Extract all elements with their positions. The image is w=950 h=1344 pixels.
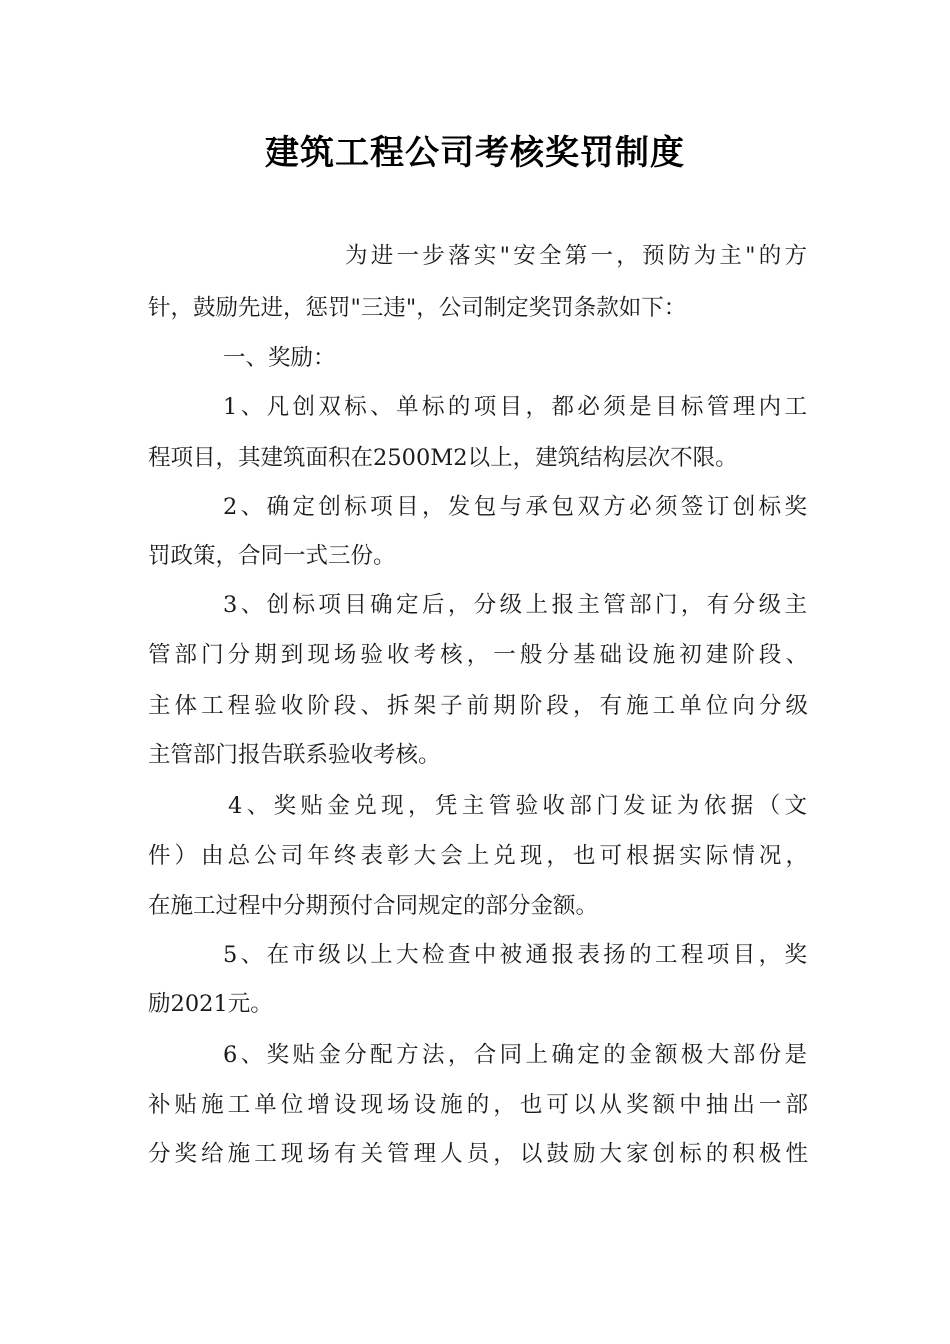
- paragraph-line: 1、凡创双标、单标的项目，都必须是目标管理内工: [223, 394, 807, 420]
- paragraph-line: 在施工过程中分期预付合同规定的部分金额。: [148, 893, 599, 919]
- paragraph-line: 2、确定创标项目，发包与承包双方必须签订创标奖: [223, 494, 807, 520]
- paragraph-line: 罚政策，合同一式三份。: [148, 543, 396, 569]
- paragraph-line: 针，鼓励先进，惩罚"三违"，公司制定奖罚条款如下：: [148, 295, 687, 321]
- paragraph-line: 3、创标项目确定后，分级上报主管部门，有分级主: [223, 592, 807, 618]
- paragraph-line: 补贴施工单位增设现场设施的，也可以从奖额中抽出一部: [148, 1092, 808, 1118]
- paragraph-line: 件）由总公司年终表彰大会上兑现，也可根据实际情况，: [148, 843, 808, 869]
- document-title: 建筑工程公司考核奖罚制度: [265, 133, 685, 173]
- paragraph-line: 为进一步落实"安全第一，预防为主"的方: [345, 243, 807, 269]
- paragraph-line: 管部门分期到现场验收考核，一般分基础设施初建阶段、: [148, 642, 808, 668]
- paragraph-line: 分奖给施工现场有关管理人员，以鼓励大家创标的积极性: [148, 1141, 808, 1167]
- paragraph-line: 励2021元。: [148, 991, 273, 1017]
- paragraph-line: 主体工程验收阶段、拆架子前期阶段，有施工单位向分级: [148, 693, 808, 719]
- paragraph-line: 6、奖贴金分配方法，合同上确定的金额极大部份是: [223, 1042, 807, 1068]
- paragraph-line: 程项目，其建筑面积在2500M2以上，建筑结构层次不限。: [148, 445, 738, 471]
- section-heading: 一、奖励：: [223, 345, 336, 371]
- paragraph-line: 4、奖贴金兑现，凭主管验收部门发证为依据（文: [228, 793, 807, 819]
- paragraph-line: 5、在市级以上大检查中被通报表扬的工程项目，奖: [223, 942, 807, 968]
- paragraph-line: 主管部门报告联系验收考核。: [148, 742, 441, 768]
